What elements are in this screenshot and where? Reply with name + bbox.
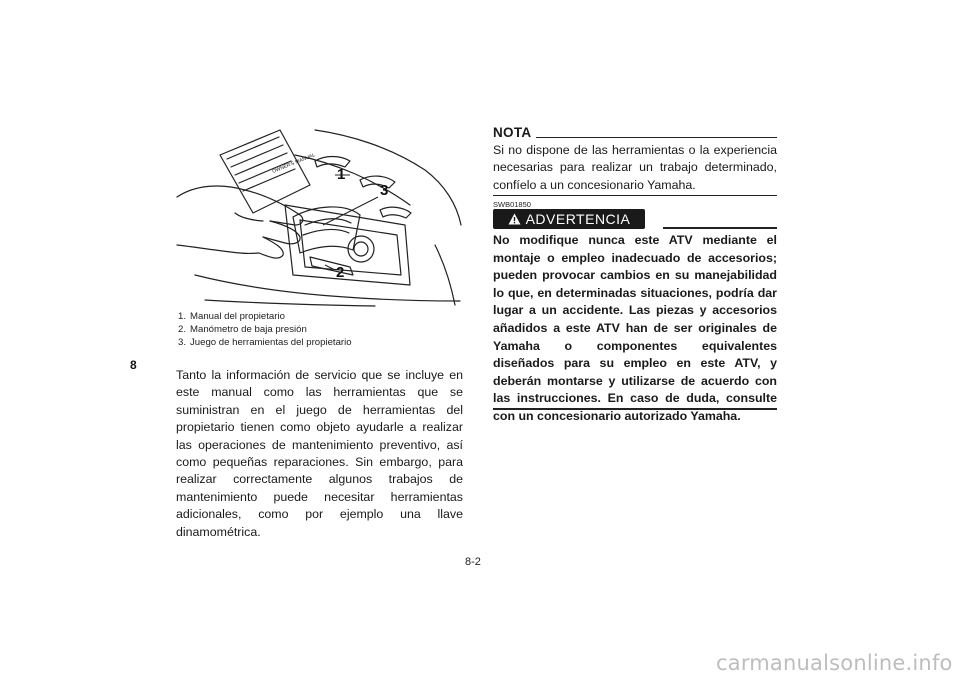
callout-2: 2 bbox=[336, 264, 345, 281]
warning-end-rule bbox=[493, 408, 777, 410]
watermark: carmanualsonline.info bbox=[716, 651, 953, 675]
nota-heading bbox=[493, 124, 777, 142]
warning-text: No modifique nunca este ATV mediante el montaje o empleo inadecuado de accesorios; pueden provocar cambios en su manejabilidad lo que, en determinadas situaciones, podría dar lugar a un accidente. Las piezas y accesorios añadidos a este ATV han de ser originales de Yamaha o componentes equivalentes diseñados para su empleo en este ATV, y deberán montarse y utilizarse de acuerdo con las instrucciones. En caso de duda, consulte con un concesionario autorizado Yamaha. bbox=[493, 233, 777, 423]
chapter-tab: 8 bbox=[130, 358, 152, 372]
figure-captions bbox=[178, 310, 468, 350]
caption-item: 2. Manómetro de baja presión bbox=[178, 324, 307, 336]
owner-toolkit-illustration bbox=[175, 125, 463, 307]
body-paragraph: Tanto la información de servicio que se incluye en este manual como las herramientas que se suministran en el juego de herramientas del propietario tienen como objeto ayudarle a realizar las operaciones de mantenimiento preventivo, así como pequeñas reparaciones. Sin embargo, para realizar correctamente algunos trabajos de mantenimiento puede necesitar herramientas adicionales, como por ejemplo una llave dinamométrica. bbox=[176, 368, 463, 539]
nota-label: NOTA bbox=[493, 125, 532, 140]
caption-item: 3. Juego de herramientas del propietario bbox=[178, 337, 352, 349]
callout-1: 1 bbox=[337, 166, 346, 183]
manual-cover-text: OWNER'S MANUAL bbox=[271, 152, 317, 175]
warning-badge bbox=[493, 209, 645, 229]
page-number: 8-2 bbox=[465, 556, 481, 568]
warning-label: ADVERTENCIA bbox=[525, 211, 631, 227]
nota-rule bbox=[536, 137, 777, 138]
warning-triangle-icon bbox=[508, 213, 521, 225]
nota-end-rule bbox=[493, 195, 777, 196]
nota-text: Si no dispone de las herramientas o la experiencia necesarias para realizar un trabajo determinado, confíelo a un concesionario Yamaha. bbox=[493, 143, 777, 192]
warning-rule bbox=[663, 227, 777, 229]
warning-heading bbox=[493, 209, 777, 231]
callout-3: 3 bbox=[380, 182, 389, 199]
warning-code: SWB01850 bbox=[493, 200, 531, 209]
caption-item: 1. Manual del propietario bbox=[178, 311, 285, 322]
